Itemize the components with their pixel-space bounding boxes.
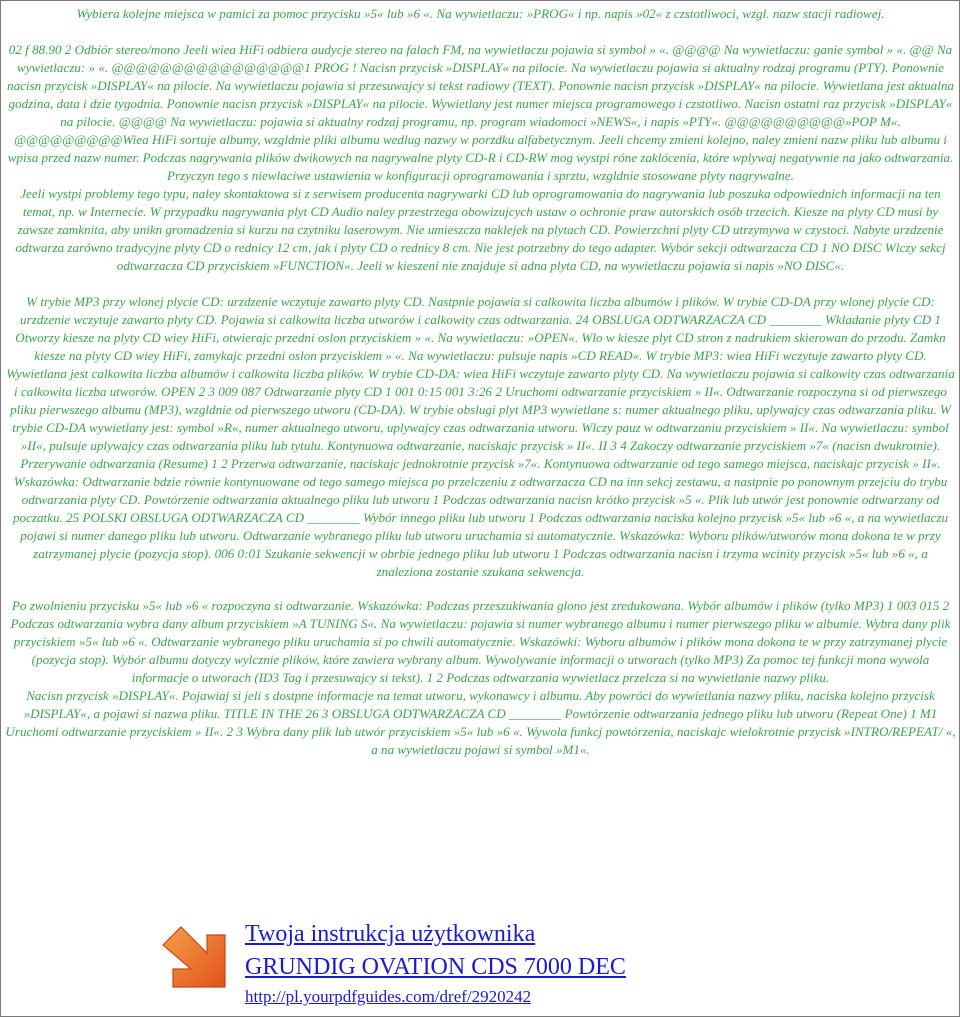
footer-model: GRUNDIG OVATION CDS 7000 DEC xyxy=(245,954,626,980)
paragraph-6: Nacisn przycisk »DISPLAY«. Pojawiaj si jeli s dostpne informacje na temat utworu, wykonawcy i albumu. Aby powróci do wywietlania nazwy pliku, naciska kolejno przycisk »DISPLAY«, a pojawi si nazwa pliku. TITLE IN THE 26 3 OBSLUGA ODTWARZACZA CD ________ Powtórzenie odtwarzania jednego pliku lub utworu (Repeat One) 1 M1 Uruchomi odtwarzanie przyciskiem » II«. 2 3 Wybra dany plik lub utwór przyciskiem »5« lub »6 «. Wywola funkcj powtórzenia, naciskajc wielokrotnie przycisk »INTRO/REPEAT/ «, a na wywietlaczu pojawi si symbol »M1«. xyxy=(5,688,956,757)
footer-url-link[interactable]: http://pl.yourpdfguides.com/dref/2920242 xyxy=(245,987,532,1006)
paragraph-5: Po zwolnieniu przycisku »5« lub »6 « rozpoczyna si odtwarzanie. Wskazówka: Podczas przeszukiwania glono jest zredukowana. Wybór albumów i plików (tylko MP3) 1 003 015 2 Podczas odtwarzania wybra dany album przyciskiem »A TUNING S«. Na wywietlaczu: pojawia si numer wybranego albumu i numer pierwszego pliku w albumie. Wybra dany plik przyciskiem »5« lub »6 «. Odtwarzanie wybranego pliku uruchamia si po chwili automatycznie. Wskazówki: Wyboru albumów i plików mona dokona te w przy zatrzymanej plycie (pozycja stop). Wybór albumu dotyczy wylcznie plików, które zawiera wybrany album. Wywolywanie informacji o utworach (tylko MP3) Za pomoc tej funkcji mona wywola informacje o utworach (ID3 Tag i przesuwajcy si tekst). 1 2 Podczas odtwarzania wywietlacz przelcza si na wywietlanie nazwy pliku. xyxy=(10,598,951,685)
manual-text xyxy=(5,5,956,759)
paragraph-3: Jeeli wystpi problemy tego typu, naley skontaktowa si z serwisem producenta nagrywarki CD lub oprogramowania do nagrywania lub poszuka odpowiednich informacji na ten temat, np. w Internecie. W przypadku nagrywania plyt CD Audio naley przestrzega obowizujcych ustaw o ochronie praw autorskich osób trzecich. Kiesze na plyty CD musi by zawsze zamknita, aby unikn gromadzenia si kurzu na czytniku laserowym. Nie umieszcza naklejek na plytach CD. Powierzchni plyty CD utrzymywa w czystoci. Nabyte urzdzenie odtwarza zarówno tradycyjne plyty CD o rednicy 12 cm, jak i plyty CD o rednicy 8 cm. Nie jest potrzebny do tego adapter. Wybór sekcji odtwarzacza CD 1 NO DISC Wlczy sekcj odtwarzacza CD przyciskiem »FUNCTION«. Jeeli w kieszeni nie znajduje si adna plyta CD, na wywietlaczu pojawia si napis »NO DISC«. xyxy=(15,186,946,273)
paragraph-1: Wybiera kolejne miejsca w pamici za pomoc przycisku »5« lub »6 «. Na wywietlaczu: »PROG« i np. napis »02« z czstotliwoci, wzgl. nazw stacji radiowej. xyxy=(76,6,885,21)
paragraph-2: 02 f 88.90 2 Odbiór stereo/mono Jeeli wiea HiFi odbiera audycje stereo na falach FM, na wywietlaczu pojawia si symbol » «. @@@@ Na wywietlaczu: ganie symbol » «. @@ Na wywietlaczu: » «. @@@@@@@@@@@@@@@@1 PROG ! Nacisn przycisk »DISPLAY« na pilocie. Na wywietlaczu pojawia si aktualny rodzaj programu (PTY). Ponownie nacisn przycisk »DISPLAY« na pilocie. Na wywietlaczu pojawia si przesuwajcy si tekst radiowy (TEXT). Ponownie nacisn przycisk »DISPLAY« na pilocie. Wywietlana jest aktualna godzina, data i dzie tygodnia. Ponownie nacisn przycisk »DISPLAY« na pilocie. Wywietlany jest numer miejsca programowego i czstotliwo. Nacisn ostatni raz przycisk »DISPLAY« na pilocie. @@@@ Na wywietlaczu: pojawia si aktualny rodzaj programu, np. program wiadomoci »NEWS«, i napis »PTY«. @@@@@@@@@@»POP M«. @@@@@@@@@Wiea HiFi sortuje albumy, wzgldnie pliki albumu wedlug nazwy w porzdku alfabetycznym. Jeeli chcemy zmieni kolejno, naley zmieni nazw pliku lub albumu i wpisa przed nazw numer. Podczas nagrywania plików dwikowych na nagrywalne plyty CD-R i CD-RW mog wystpi róne zaklócenia, które wplywaj negatywnie na jako odtwarzania. Przyczyn tego s niewlaciwe ustawienia w konfiguracji oprogramowania i sprztu, wzgldnie stosowane plyty nagrywalne. xyxy=(7,42,954,183)
orange-arrow-icon xyxy=(155,921,233,1001)
footer-title: Twoja instrukcja użytkownika xyxy=(245,921,536,947)
footer-text xyxy=(245,919,626,1008)
footer-banner xyxy=(155,919,715,1011)
paragraph-4: W trybie MP3 przy wlonej plycie CD: urzdzenie wczytuje zawarto plyty CD. Nastpnie pojawia si calkowita liczba albumów i plików. W trybie CD-DA przy wlonej plycie CD: urzdzenie wczytuje zawarto plyty CD. Pojawia si calkowita liczba utworów i calkowity czas odtwarzania. 24 OBSLUGA ODTWARZACZA CD ________ Wkladanie plyty CD 1 Otworzy kiesze na plyty CD wiey HiFi, otwierajc przedni oslon przyciskiem » «. Na wywietlaczu: »OPEN«. Wlo w kiesze plyt CD stron z nadrukiem skierowan do przodu. Zamkn kiesze na plyty CD wiey HiFi, zamykajc przedni oslon przyciskiem » «. Na wywietlaczu: pulsuje napis »CD READ«. W trybie MP3: wiea HiFi wczytuje zawarto plyty CD. Wywietlana jest calkowita liczba albumów i calkowita liczba plików. W trybie CD-DA: wiea HiFi wczytuje zawarto plyty CD. Na wywietlaczu pojawia si calkowity czas odtwarzania i calkowita liczba utworów. OPEN 2 3 009 087 Odtwarzanie plyty CD 1 001 0:15 001 3:26 2 Uruchomi odtwarzanie przyciskiem » II«. Odtwarzanie rozpoczyna si od pierwszego pliku pierwszego albumu (MP3), wzgldnie od pierwszego utworu (CD-DA). W trybie obslugi plyt MP3 wywietlane s: numer aktualnego pliku, uplywajcy czas odtwarzania pliku. W trybie CD-DA wywietlany jest: symbol »R«, numer aktualnego utworu, uplywajcy czas odtwarzania utworu. Wlczy pauz w odtwarzaniu przyciskiem » II«. Na wywietlaczu: symbol »II«, pulsuje uplywajcy czas odtwarzania pliku lub tytulu. Kontynuowa odtwarzanie, naciskajc przycisk » II«. II 3 4 Zakoczy odtwarzanie przyciskiem »7« (nacisn dwukrotnie). Przerywanie odtwarzania (Resume) 1 2 Przerwa odtwarzanie, naciskajc jednokrotnie przycisk »7«. Kontynuowa odtwarzanie od tego samego miejsca, naciskajc przycisk » II«. Wskazówka: Odtwarzanie bdzie równie kontynuowane od tego samego miejsca po przelczeniu z odtwarzacza CD na inn sekcj zestawu, a nastpnie po ponownym przejciu do trybu odtwarzania plyty CD. Powtórzenie odtwarzania aktualnego pliku lub utworu 1 Podczas odtwarzania nacisn krótko przycisk »5 «. Plik lub utwór jest ponownie odtwarzany od poczatku. 25 POLSKI OBSLUGA ODTWARZACZA CD ________ Wybór innego pliku lub utworu 1 Podczas odtwarzania naciska kolejno przycisk »5« lub »6 «, a na wywietlaczu pojawi si numer danego pliku lub utworu. Odtwarzanie wybranego pliku lub utworu uruchamia si automatycznie. Wskazówka: Wyboru plików/utworów mona dokona te w przy zatrzymanej plycie (pozycja stop). 006 0:01 Szukanie sekwencji w obrbie jednego pliku lub utworu 1 Podczas odtwarzania nacisn i trzyma wcinity przycisk »5« lub »6 «, a znaleziona zostanie szukana sekwencja. xyxy=(6,294,955,579)
